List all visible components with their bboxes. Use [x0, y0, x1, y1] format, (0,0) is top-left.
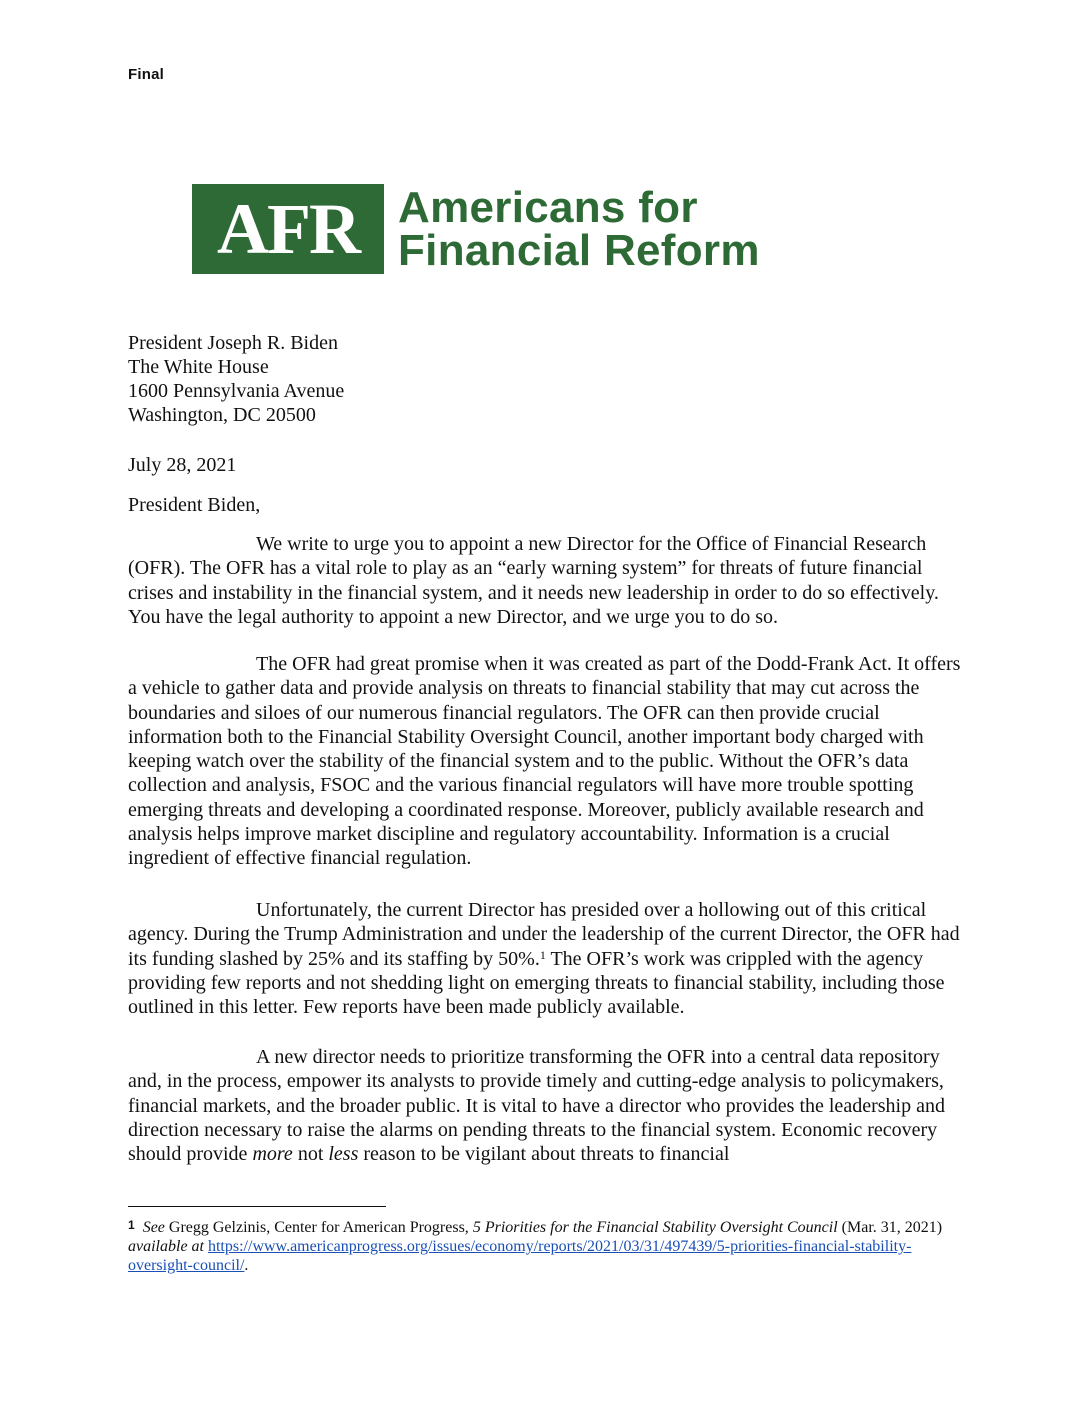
body-paragraph-3 — [128, 898, 964, 1019]
footnote-see: See — [142, 1219, 165, 1236]
recipient-address — [128, 331, 344, 427]
salutation: President Biden, — [128, 494, 261, 516]
footnote-number: 1 — [128, 1218, 135, 1232]
paragraph-text: Unfortunately, the current Director has presided over a hollowing out of this critical agency. During the Trump Administration and under the leadership of the current Director, the OFR had its funding slashed by 25% and its staffing by 50%. — [128, 899, 960, 970]
logo-line-1: Americans for — [398, 183, 698, 232]
address-line: President Joseph R. Biden — [128, 332, 338, 354]
footnote-available: available at — [128, 1238, 204, 1255]
body-paragraph-4 — [128, 1045, 964, 1166]
emphasis-less: less — [328, 1143, 359, 1166]
paragraph-text: A new director needs to prioritize transforming the OFR into a central data repository and, in the process, empower its analysts to provide timely and cutting-edge analysis to policymakers, financial markets, and the broader public. It is vital to have a director who provides the leadership and direction necessary to raise the alarms on pending threats to the financial system. Economic recovery should provide — [128, 1046, 945, 1166]
footnote-date: (Mar. 31, 2021) — [837, 1219, 943, 1236]
footnote-end: . — [244, 1257, 249, 1274]
logo-wordmark — [398, 183, 760, 275]
paragraph-text: The OFR’s work was crippled with the agency providing few reports and not shedding light on emerging threats to financial stability, including those outlined in this letter. Few reports have been made publicly available. — [128, 947, 945, 1019]
afr-logo — [192, 184, 760, 274]
paragraph-text: reason to be vigilant about threats to financial — [358, 1143, 730, 1166]
address-line: 1600 Pennsylvania Avenue — [128, 380, 345, 402]
body-paragraph-2 — [128, 652, 964, 871]
footnote-link[interactable]: https://www.americanprogress.org/issues/economy/reports/2021/03/31/497439/5-priorities-financial-stability-oversight-council/ — [128, 1238, 912, 1274]
footnote — [128, 1216, 964, 1275]
letter-date: July 28, 2021 — [128, 454, 237, 476]
paragraph-text: not — [292, 1143, 329, 1166]
footnote-divider — [128, 1206, 386, 1207]
footnote-author: Gregg Gelzinis, Center for American Progress, — [164, 1219, 473, 1236]
logo-acronym-box: AFR — [192, 184, 384, 274]
address-line: The White House — [128, 356, 269, 378]
emphasis-more: more — [252, 1143, 293, 1166]
body-paragraph-1 — [128, 532, 964, 629]
paragraph-text: The OFR had great promise when it was created as part of the Dodd-Frank Act. It offers a vehicle to gather data and provide analysis on threats to financial stability that may cut across the boundaries and siloes of our numerous financial regulators. The OFR can then provide crucial information both to the Financial Stability Oversight Council, another important body charged with keeping watch over the stability of the financial system and to the public. Without the OFR’s data collection and analysis, FSOC and the various financial regulators will have more trouble spotting emerging threats and developing a coordinated response. Moreover, publicly available research and analysis helps improve market discipline and regulatory accountability. Information is a crucial ingredient of effective financial regulation. — [128, 653, 961, 870]
footnote-title: 5 Priorities for the Financial Stability Oversight Council — [472, 1219, 838, 1236]
address-line: Washington, DC 20500 — [128, 404, 316, 426]
logo-line-2: Financial Reform — [398, 226, 760, 275]
document-status-label: Final — [128, 66, 165, 83]
paragraph-text: We write to urge you to appoint a new Director for the Office of Financial Research (OFR). The OFR has a vital role to play as an “early warning system” for threats of future financial crises and instability in the financial system, and it needs new leadership in order to do so effectively. You have the legal authority to appoint a new Director, and we urge you to do so. — [128, 533, 939, 628]
footnote-reference[interactable]: 1 — [539, 947, 546, 962]
